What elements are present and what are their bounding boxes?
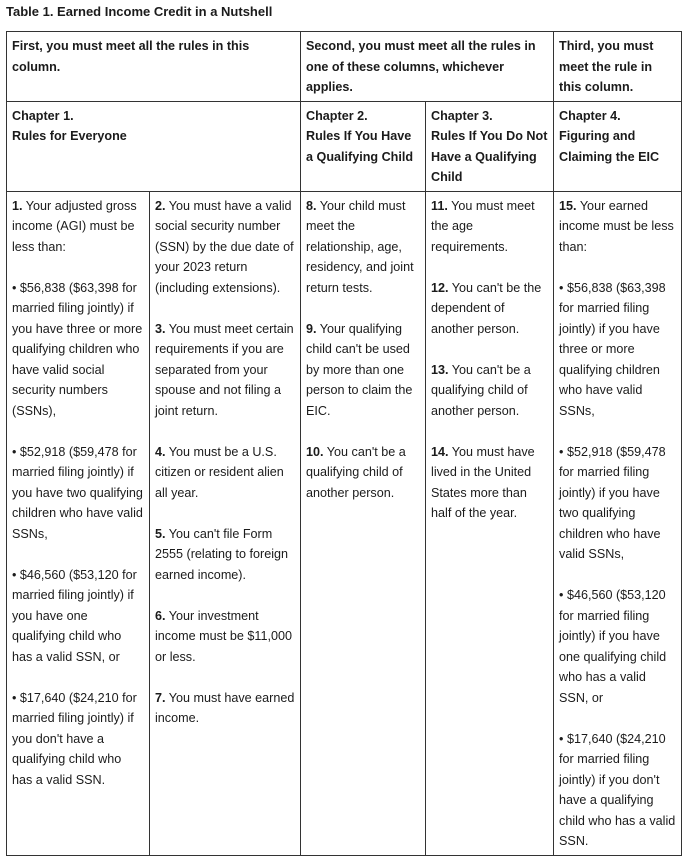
chapter-1-heading [7, 101, 301, 191]
rules-row [7, 191, 682, 855]
header-first: First, you must meet all the rules in this column. [7, 32, 301, 102]
rule-7: 7. You must have earned income. [155, 690, 295, 725]
chapter-2-heading [301, 101, 426, 191]
rule-15-bullet-2: • $52,918 ($59,478 for married filing jointly) if you have two qualifying children who have valid SSNs, [559, 444, 666, 561]
chapter-3-title: Chapter 3. [431, 108, 493, 123]
rule-12: 12. You can't be the dependent of another person. [431, 280, 542, 336]
chapter-3-subtitle: Rules If You Do Not Have a Qualifying Child [431, 129, 548, 184]
rule-1-bullet-2: • $52,918 ($59,478 for married filing jointly) if you have two qualifying children who have valid SSNs, [12, 444, 143, 541]
chapter-row [7, 101, 682, 191]
rule-15-bullet-1: • $56,838 ($63,398 for married filing jointly) if you have three or more qualifying children who have valid SSNs, [559, 280, 666, 418]
rules-column-3 [426, 191, 554, 855]
rule-3: 3. You must meet certain requirements if you are separated from your spouse and not filing a joint return. [155, 321, 294, 418]
rule-1: 1. Your adjusted gross income (AGI) must be less than: [12, 198, 137, 254]
rule-14: 14. You must have lived in the United States more than half of the year. [431, 444, 535, 520]
rule-15-bullet-4: • $17,640 ($24,210 for married filing jointly) if you don't have a qualifying child who has a valid SSN. [559, 731, 676, 848]
header-second: Second, you must meet all the rules in one of these columns, whichever applies. [301, 32, 554, 102]
chapter-2-title: Chapter 2. [306, 108, 368, 123]
rule-10: 10. You can't be a qualifying child of another person. [306, 444, 406, 500]
chapter-4-heading [554, 101, 682, 191]
rule-8: 8. Your child must meet the relationship, age, residency, and joint return tests. [306, 198, 414, 295]
rule-9: 9. Your qualifying child can't be used by more than one person to claim the EIC. [306, 321, 413, 418]
rules-column-1b [150, 191, 301, 855]
chapter-1-subtitle: Rules for Everyone [12, 129, 127, 143]
chapter-4-title: Chapter 4. [559, 108, 621, 123]
rule-15: 15. Your earned income must be less than: [559, 198, 674, 254]
rule-1-bullet-1: • $56,838 ($63,398 for married filing jointly) if you have three or more qualifying children who have valid social security numbers (SSNs), [12, 280, 143, 418]
chapter-4-subtitle: Figuring and Claiming the EIC [559, 129, 660, 164]
rules-column-2 [301, 191, 426, 855]
chapter-3-heading [426, 101, 554, 191]
rules-column-4 [554, 191, 682, 855]
table-caption: Table 1. Earned Income Credit in a Nutshell [6, 4, 273, 19]
rule-4: 4. You must be a U.S. citizen or resident alien all year. [155, 444, 284, 500]
rule-15-bullet-3: • $46,560 ($53,120 for married filing jointly) if you have one qualifying child who has a valid SSN, or [559, 588, 667, 705]
chapter-1-title: Chapter 1. [12, 108, 74, 123]
rule-11: 11. You must meet the age requirements. [431, 198, 535, 254]
chapter-2-subtitle: Rules If You Have a Qualifying Child [306, 129, 414, 164]
header-row [7, 32, 682, 102]
rule-6: 6. Your investment income must be $11,000 or less. [155, 608, 292, 664]
header-third: Third, you must meet the rule in this column. [554, 32, 682, 102]
rule-5: 5. You can't file Form 2555 (relating to foreign earned income). [155, 526, 289, 582]
rule-2: 2. You must have a valid social security number (SSN) by the due date of your 2023 return (including extensions). [155, 198, 294, 295]
eic-table [6, 31, 682, 856]
rule-1-bullet-4: • $17,640 ($24,210 for married filing jointly) if you don't have a qualifying child who has a valid SSN. [12, 690, 137, 787]
rules-column-1a [7, 191, 150, 855]
rule-1-bullet-3: • $46,560 ($53,120 for married filing jointly) if you have one qualifying child who has a valid SSN, or [12, 567, 137, 664]
rule-13: 13. You can't be a qualifying child of another person. [431, 362, 531, 418]
